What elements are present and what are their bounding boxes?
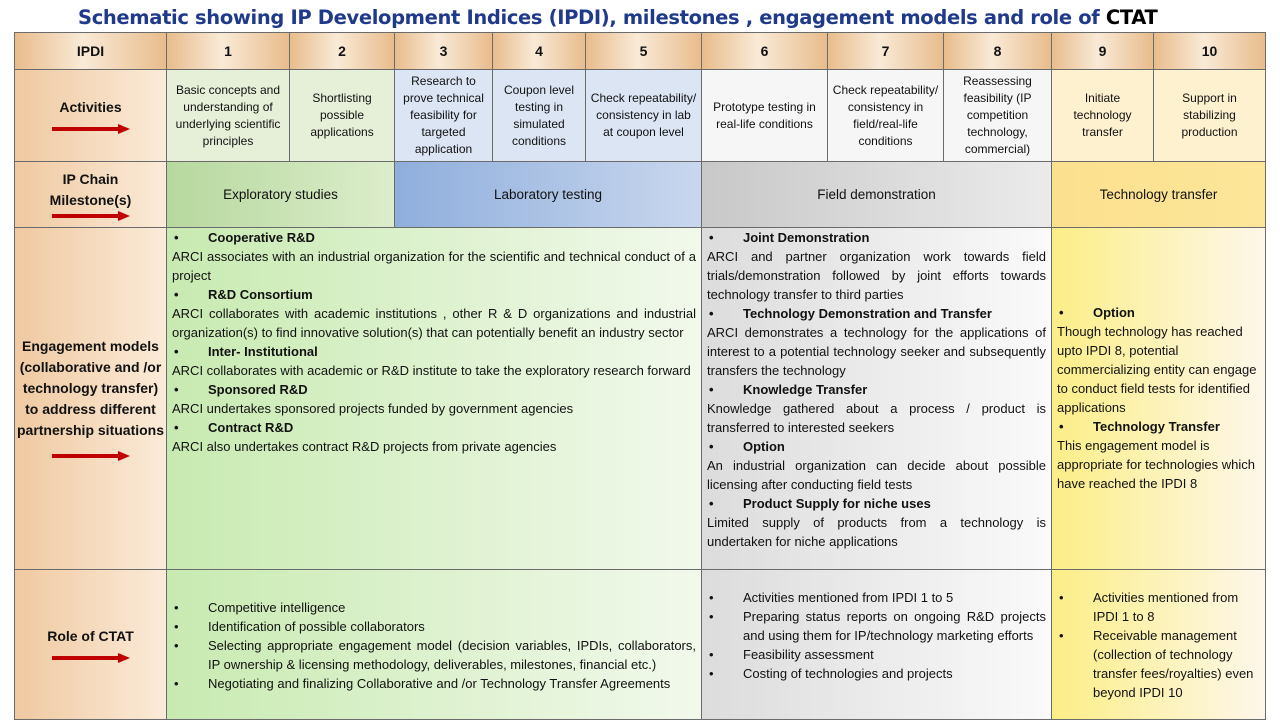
- engagement-heading: • Inter- Institutional: [172, 342, 696, 361]
- engagement-transfer: [1051, 227, 1266, 570]
- activity-1: Basic concepts and understanding of underlying scientific principles: [166, 69, 290, 162]
- ipdi-7: 7: [827, 32, 944, 70]
- role-item: • Feasibility assessment: [707, 645, 1046, 664]
- role-item: • Selecting appropriate engagement model (decision variables, IPDIs, collaborators, IP ownership & licensing methodology, deliverables, milestones, financial etc.): [172, 636, 696, 674]
- arrow-right-icon: [52, 211, 130, 221]
- role-item: • Activities mentioned from IPDI 1 to 8: [1057, 588, 1260, 626]
- activity-6: Prototype testing in real-life conditions: [701, 69, 828, 162]
- activity-2: Shortlisting possible applications: [289, 69, 395, 162]
- engagement-heading: • Knowledge Transfer: [707, 380, 1046, 399]
- ipdi-6: 6: [701, 32, 828, 70]
- engagement-text: Though technology has reached upto IPDI 8, potential commercializing entity can engage to conduct field tests for identified applications: [1057, 324, 1257, 415]
- ipdi-header: IPDI: [14, 32, 167, 70]
- engagement-text: ARCI also undertakes contract R&D projects from private agencies: [172, 439, 557, 454]
- activity-3: Research to prove technical feasibility for targeted application: [394, 69, 493, 162]
- engagement-heading: • Contract R&D: [172, 418, 696, 437]
- activity-5: Check repeatability/ consistency in lab at coupon level: [585, 69, 702, 162]
- role-item: • Negotiating and finalizing Collaborative and /or Technology Transfer Agreements: [172, 674, 696, 693]
- role-item: • Activities mentioned from IPDI 1 to 5: [707, 588, 1046, 607]
- engagement-text: ARCI demonstrates a technology for the applications of interest to a potential technology seeker and subsequently transfers the technology: [707, 325, 1046, 378]
- ipdi-3: 3: [394, 32, 493, 70]
- engagement-text: ARCI collaborates with academic institutions , other R & D organizations and industrial organization(s) to find innovative solution(s) that can potentially benefit an industry sector: [172, 306, 696, 340]
- engagement-heading: • Cooperative R&D: [172, 228, 696, 247]
- engagement-text: Knowledge gathered about a process / product is transferred to interested seekers: [707, 401, 1046, 435]
- activity-9: Initiate technology transfer: [1051, 69, 1154, 162]
- engagement-text: Limited supply of products from a technology is undertaken for niche applications: [707, 515, 1046, 549]
- engagement-text: ARCI undertakes sponsored projects funded by government agencies: [172, 401, 574, 416]
- engagement-heading: • Product Supply for niche uses: [707, 494, 1046, 513]
- ipdi-10: 10: [1153, 32, 1266, 70]
- engagement-exploratory-lab: [166, 227, 702, 570]
- arrow-right-icon: [52, 451, 130, 461]
- ipdi-8: 8: [943, 32, 1052, 70]
- engagement-text: An industrial organization can decide about possible licensing after conducting field tests: [707, 458, 1046, 492]
- activity-4: Coupon level testing in simulated conditions: [492, 69, 586, 162]
- ipdi-9: 9: [1051, 32, 1154, 70]
- engagement-text: ARCI and partner organization work towards field trials/demonstration followed by joint efforts towards technology transfer to third parties: [707, 249, 1046, 302]
- milestone-transfer: Technology transfer: [1051, 161, 1266, 228]
- engagement-text: ARCI collaborates with academic or R&D institute to take the exploratory research forward: [172, 363, 691, 378]
- milestone-field: Field demonstration: [701, 161, 1052, 228]
- activity-7: Check repeatability/ consistency in field/real-life conditions: [827, 69, 944, 162]
- role-item: • Receivable management (collection of technology transfer fees/royalties) even beyond IPDI 10: [1057, 626, 1260, 702]
- engagement-text: ARCI associates with an industrial organization for the scientific and technical conduct of a project: [172, 249, 696, 283]
- ipdi-1: 1: [166, 32, 290, 70]
- arrow-right-icon: [52, 653, 130, 663]
- activities-label: Activities: [14, 69, 167, 162]
- role-item: • Identification of possible collaborators: [172, 617, 696, 636]
- engagement-heading: • Technology Transfer: [1057, 417, 1260, 436]
- role-field: [701, 569, 1052, 720]
- ipdi-4: 4: [492, 32, 586, 70]
- ipdi-2: 2: [289, 32, 395, 70]
- role-item: • Preparing status reports on ongoing R&D projects and using them for IP/technology marketing efforts: [707, 607, 1046, 645]
- ipdi-5: 5: [585, 32, 702, 70]
- activity-8: Reassessing feasibility (IP competition technology, commercial): [943, 69, 1052, 162]
- engagement-label: Engagement models (collaborative and /or technology transfer) to address different partnership situations: [14, 227, 167, 570]
- engagement-heading: • R&D Consortium: [172, 285, 696, 304]
- engagement-heading: • Option: [1057, 303, 1260, 322]
- arrow-right-icon: [52, 124, 130, 134]
- role-item: • Competitive intelligence: [172, 598, 696, 617]
- milestone-laboratory: Laboratory testing: [394, 161, 702, 228]
- milestone-exploratory: Exploratory studies: [166, 161, 395, 228]
- role-label: Role of CTAT: [14, 569, 167, 720]
- role-exploratory-lab: [166, 569, 702, 720]
- page-title: Schematic showing IP Development Indices (IPDI), milestones , engagement models and role of CTAT: [78, 6, 1158, 29]
- engagement-text: This engagement model is appropriate for technologies which have reached the IPDI 8: [1057, 438, 1256, 491]
- activity-10: Support in stabilizing production: [1153, 69, 1266, 162]
- engagement-heading: • Joint Demonstration: [707, 228, 1046, 247]
- milestone-label: IP Chain Milestone(s): [14, 161, 167, 228]
- engagement-heading: • Sponsored R&D: [172, 380, 696, 399]
- engagement-heading: • Technology Demonstration and Transfer: [707, 304, 1046, 323]
- role-item: • Costing of technologies and projects: [707, 664, 1046, 683]
- title-ctat: CTAT: [1105, 6, 1158, 29]
- engagement-field: [701, 227, 1052, 570]
- role-transfer: [1051, 569, 1266, 720]
- engagement-heading: • Option: [707, 437, 1046, 456]
